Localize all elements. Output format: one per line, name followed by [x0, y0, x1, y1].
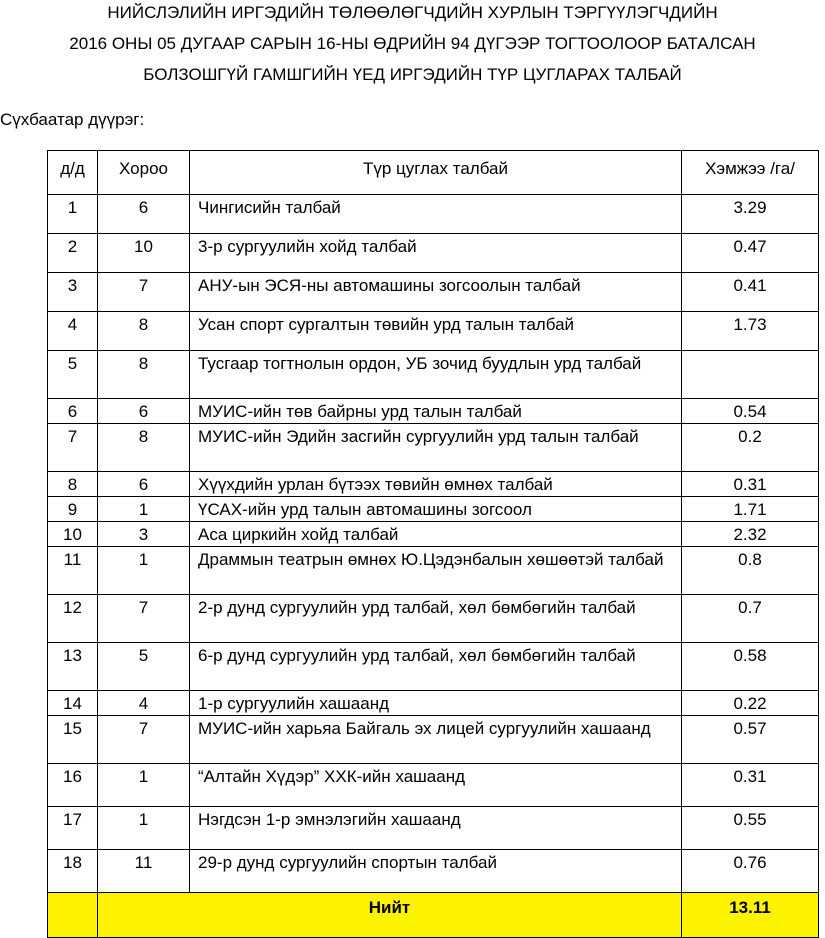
row-place: “Алтайн Хүдэр” ХХК-ийн хашаанд: [190, 764, 682, 807]
row-khoroo: 7: [98, 716, 190, 764]
row-place: МУИС-ийн төв байрны урд талын талбай: [190, 399, 682, 424]
row-size: 0.31: [682, 472, 819, 497]
row-number: 2: [48, 234, 98, 273]
total-spacer: [48, 893, 98, 938]
table-row: [48, 351, 819, 399]
row-number: 14: [48, 691, 98, 716]
row-place: 1-р сургуулийн хашаанд: [190, 691, 682, 716]
table-row: [48, 716, 819, 764]
row-size: 0.76: [682, 850, 819, 893]
title-line-1: НИЙСЛЭЛИЙН ИРГЭДИЙН ТӨЛӨӨЛӨГЧДИЙН ХУРЛЫН ТЭРГҮҮЛЭГЧДИЙН: [107, 3, 718, 22]
row-size: 0.54: [682, 399, 819, 424]
row-size: 1.71: [682, 497, 819, 522]
row-place: 2-р дунд сургуулийн урд талбай, хөл бөмбөгийн талбай: [190, 595, 682, 643]
row-khoroo: 1: [98, 497, 190, 522]
row-size: 0.47: [682, 234, 819, 273]
table-body: [48, 195, 819, 893]
row-size: 3.29: [682, 195, 819, 234]
row-size: 0.31: [682, 764, 819, 807]
row-size: 0.57: [682, 716, 819, 764]
table-row: [48, 312, 819, 351]
table-row: [48, 522, 819, 547]
row-size: 2.32: [682, 522, 819, 547]
table-row: [48, 643, 819, 691]
total-label: Нийт: [98, 893, 682, 938]
row-number: 9: [48, 497, 98, 522]
table-row: [48, 691, 819, 716]
row-place: Хүүхдийн урлан бүтээх төвийн өмнөх талбай: [190, 472, 682, 497]
row-place: Нэгдсэн 1-р эмнэлэгийн хашаанд: [190, 807, 682, 850]
table-row: [48, 595, 819, 643]
row-number: 16: [48, 764, 98, 807]
table-row: [48, 399, 819, 424]
row-size: 0.22: [682, 691, 819, 716]
row-size: 0.7: [682, 595, 819, 643]
row-khoroo: 6: [98, 399, 190, 424]
table-row: [48, 764, 819, 807]
row-number: 6: [48, 399, 98, 424]
row-place: 6-р дунд сургуулийн урд талбай, хөл бөмбөгийн талбай: [190, 643, 682, 691]
column-header-khoroo: Хороо: [98, 151, 190, 195]
row-place: Драммын театрын өмнөх Ю.Цэдэнбалын хөшөөтэй талбай: [190, 547, 682, 595]
row-size: 0.2: [682, 424, 819, 472]
row-place: Чингисийн талбай: [190, 195, 682, 234]
row-size: 0.41: [682, 273, 819, 312]
row-number: 5: [48, 351, 98, 399]
row-khoroo: 4: [98, 691, 190, 716]
title-line-3: БОЛЗОШГҮЙ ГАМШГИЙН ҮЕД ИРГЭДИЙН ТҮР ЦУГЛАРАХ ТАЛБАЙ: [143, 65, 682, 84]
table-row: [48, 547, 819, 595]
row-size: 0.8: [682, 547, 819, 595]
row-number: 18: [48, 850, 98, 893]
table-row: [48, 273, 819, 312]
row-size: [682, 351, 819, 399]
row-khoroo: 8: [98, 424, 190, 472]
row-khoroo: 1: [98, 547, 190, 595]
row-number: 8: [48, 472, 98, 497]
row-khoroo: 5: [98, 643, 190, 691]
row-place: АНУ-ын ЭСЯ-ны автомашины зогсоолын талбай: [190, 273, 682, 312]
table-row: [48, 195, 819, 234]
table-row: [48, 234, 819, 273]
row-khoroo: 8: [98, 351, 190, 399]
row-place: ҮСАХ-ийн урд талын автомашины зогсоол: [190, 497, 682, 522]
row-place: 3-р сургуулийн хойд талбай: [190, 234, 682, 273]
table-row: [48, 424, 819, 472]
total-value: 13.11: [682, 893, 819, 938]
table-row: [48, 850, 819, 893]
column-header-place: Түр цуглах талбай: [190, 151, 682, 195]
title-line-2: 2016 ОНЫ 05 ДУГААР САРЫН 16-НЫ ӨДРИЙН 94 ДҮГЭЭР ТОГТООЛООР БАТАЛСАН: [69, 34, 756, 53]
column-header-no: д/д: [48, 151, 98, 195]
total-row: [48, 893, 819, 938]
assembly-areas-table: [47, 150, 819, 938]
row-khoroo: 1: [98, 807, 190, 850]
table-row: [48, 497, 819, 522]
row-number: 10: [48, 522, 98, 547]
row-khoroo: 6: [98, 195, 190, 234]
row-khoroo: 11: [98, 850, 190, 893]
row-number: 15: [48, 716, 98, 764]
row-place: Усан спорт сургалтын төвийн урд талын талбай: [190, 312, 682, 351]
row-size: 0.55: [682, 807, 819, 850]
row-place: 29-р дунд сургуулийн спортын талбай: [190, 850, 682, 893]
row-khoroo: 8: [98, 312, 190, 351]
table-row: [48, 472, 819, 497]
row-size: 1.73: [682, 312, 819, 351]
row-number: 17: [48, 807, 98, 850]
row-number: 12: [48, 595, 98, 643]
row-number: 11: [48, 547, 98, 595]
column-header-size: Хэмжээ /га/: [682, 151, 819, 195]
row-place: МУИС-ийн Эдийн засгийн сургуулийн урд талын талбай: [190, 424, 682, 472]
table-row: [48, 807, 819, 850]
row-khoroo: 10: [98, 234, 190, 273]
row-khoroo: 3: [98, 522, 190, 547]
row-number: 4: [48, 312, 98, 351]
row-number: 3: [48, 273, 98, 312]
row-number: 1: [48, 195, 98, 234]
row-khoroo: 1: [98, 764, 190, 807]
row-place: Тусгаар тогтнолын ордон, УБ зочид буудлын урд талбай: [190, 351, 682, 399]
row-khoroo: 7: [98, 273, 190, 312]
row-size: 0.58: [682, 643, 819, 691]
row-number: 13: [48, 643, 98, 691]
row-place: Аса циркийн хойд талбай: [190, 522, 682, 547]
row-place: МУИС-ийн харьяа Байгаль эх лицей сургуулийн хашаанд: [190, 716, 682, 764]
row-khoroo: 6: [98, 472, 190, 497]
table-header-row: [48, 151, 819, 195]
row-khoroo: 7: [98, 595, 190, 643]
row-number: 7: [48, 424, 98, 472]
district-label: Сүхбаатар дүүрэг:: [0, 110, 145, 129]
